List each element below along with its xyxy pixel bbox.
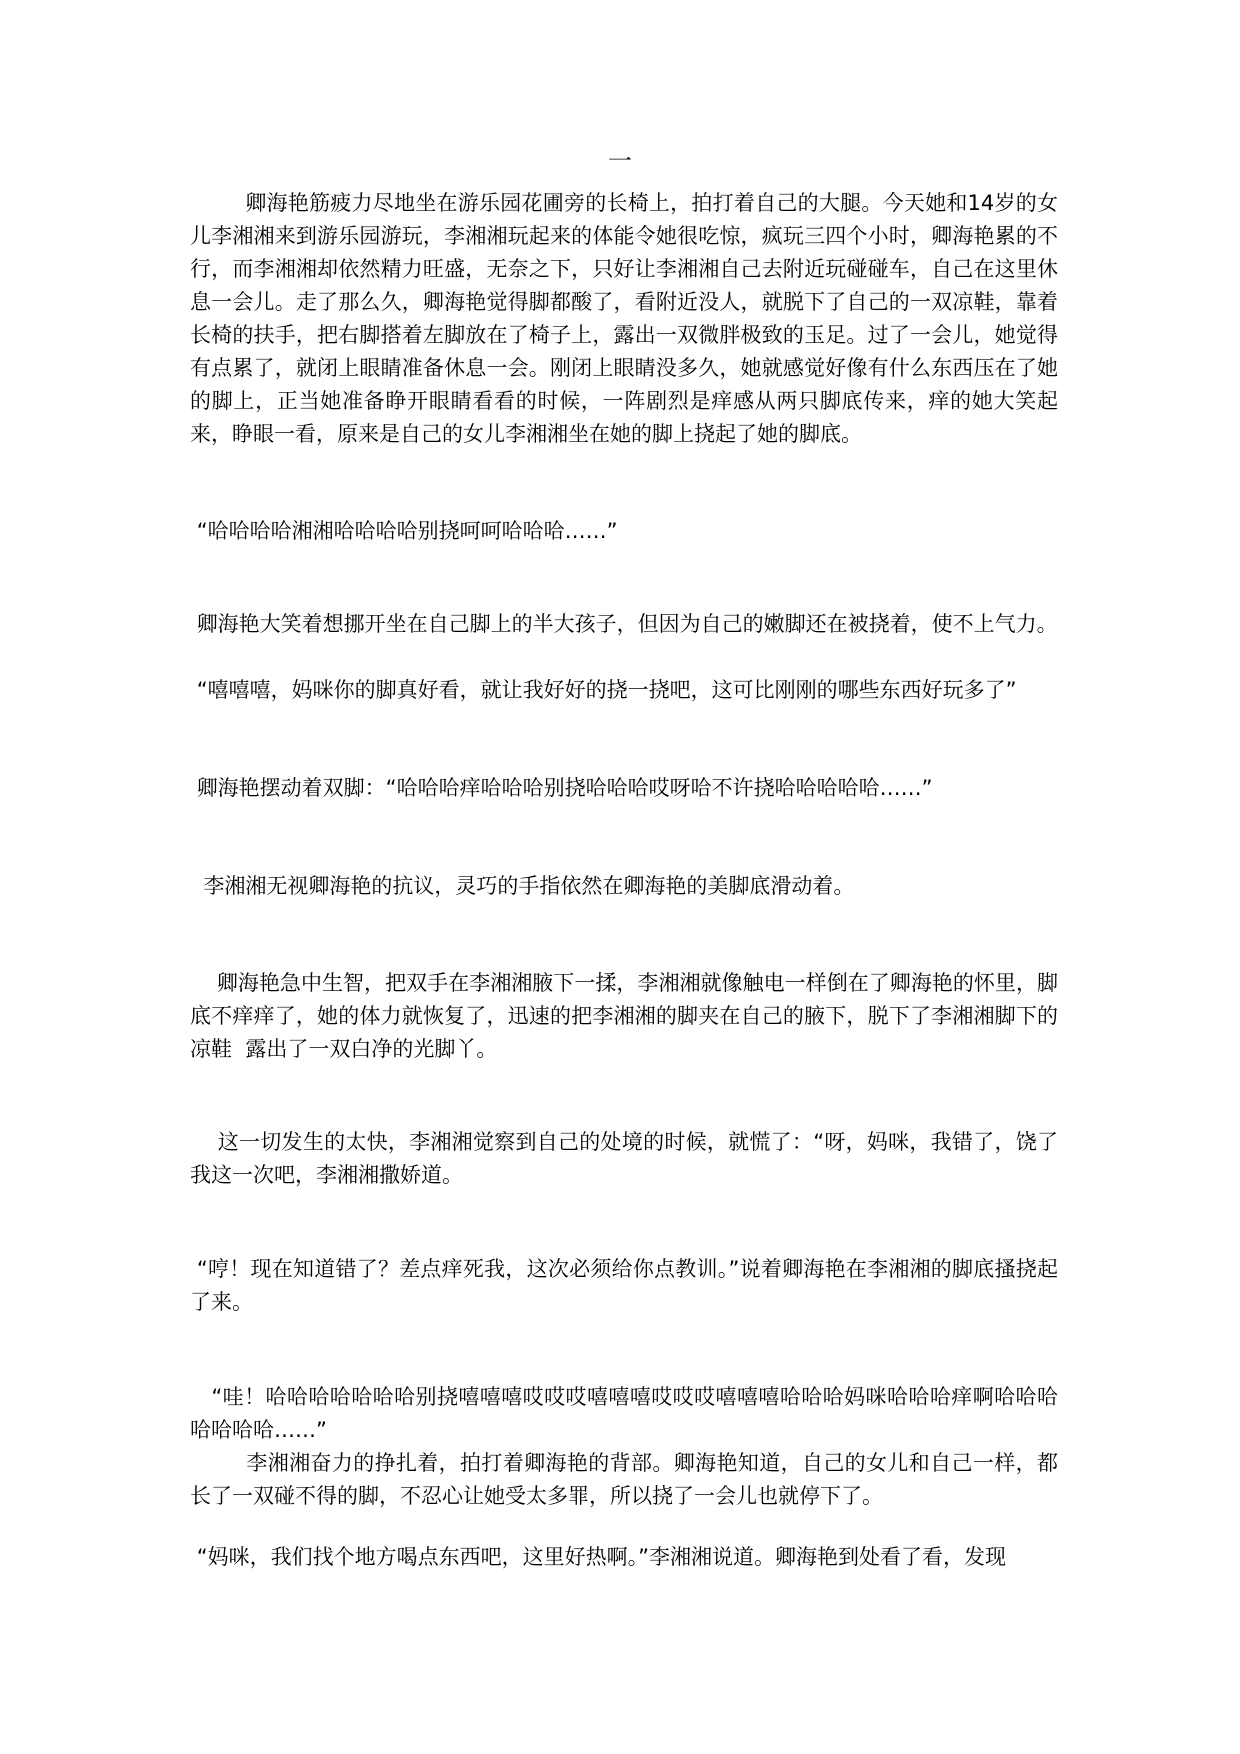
section-heading: 一: [608, 147, 632, 175]
paragraph-2: “哈哈哈哈湘湘哈哈哈哈别挠呵呵哈哈哈……”: [190, 519, 618, 543]
paragraph-8: 这一切发生的太快，李湘湘觉察到自己的处境的时候，就慌了：“呀，妈咪，我错了，饶了我这一次吧，李湘湘撒娇道。: [190, 1130, 1058, 1187]
paragraph-11: 李湘湘奋力的挣扎着，拍打着卿海艳的背部。卿海艳知道，自己的女儿和自己一样，都长了一双碰不得的脚，不忍心让她受太多罪，所以挠了一会儿也就停下了。: [190, 1451, 1058, 1508]
paragraph-6: 李湘湘无视卿海艳的抗议，灵巧的手指依然在卿海艳的美脚底滑动着。: [190, 874, 855, 898]
paragraph-9: “哼！现在知道错了？差点痒死我，这次必须给你点教训。”说着卿海艳在李湘湘的脚底搔挠起了来。: [190, 1257, 1058, 1314]
paragraph-3: 卿海艳大笑着想挪开坐在自己脚上的半大孩子，但因为自己的嫩脚还在被挠着，使不上气力。: [190, 612, 1058, 636]
paragraph-4: “嘻嘻嘻，妈咪你的脚真好看，就让我好好的挠一挠吧，这可比刚刚的哪些东西好玩多了”: [190, 678, 1017, 702]
paragraph-1: 卿海艳筋疲力尽地坐在游乐园花圃旁的长椅上，拍打着自己的大腿。今天她和14岁的女儿李湘湘来到游乐园游玩，李湘湘玩起来的体能令她很吃惊，疯玩三四个小时，卿海艳累的不行，而李湘湘却依然精力旺盛，无奈之下，只好让李湘湘自己去附近玩碰碰车，自己在这里休息一会儿。走了那么久，卿海艳觉得脚都酸了，看附近没人，就脱下了自己的一双凉鞋，靠着长椅的扶手，把右脚搭着左脚放在了椅子上，露出一双微胖极致的玉足。过了一会儿，她觉得有点累了，就闭上眼睛准备休息一会。刚闭上眼睛没多久，她就感觉好像有什么东西压在了她的脚上，正当她准备睁开眼睛看看的时候，一阵剧烈是痒感从两只脚底传来，痒的她大笑起来，睁眼一看，原来是自己的女儿李湘湘坐在她的脚上挠起了她的脚底。: [190, 191, 1059, 446]
paragraph-10: “哇！哈哈哈哈哈哈哈别挠嘻嘻嘻哎哎哎嘻嘻嘻哎哎哎嘻嘻嘻哈哈哈妈咪哈哈哈痒啊哈哈哈哈哈哈哈……”: [190, 1385, 1058, 1442]
paragraph-12: “妈咪，我们找个地方喝点东西吧，这里好热啊。”李湘湘说道。卿海艳到处看了看，发现: [190, 1545, 1006, 1569]
paragraph-7: 卿海艳急中生智，把双手在李湘湘腋下一揉，李湘湘就像触电一样倒在了卿海艳的怀里，脚底不痒痒了，她的体力就恢复了，迅速的把李湘湘的脚夹在自己的腋下，脱下了李湘湘脚下的凉鞋 露出了一双白净的光脚丫。: [190, 971, 1059, 1061]
paragraph-5: 卿海艳摆动着双脚：“哈哈哈痒哈哈哈别挠哈哈哈哎呀哈不许挠哈哈哈哈哈……”: [190, 776, 933, 800]
